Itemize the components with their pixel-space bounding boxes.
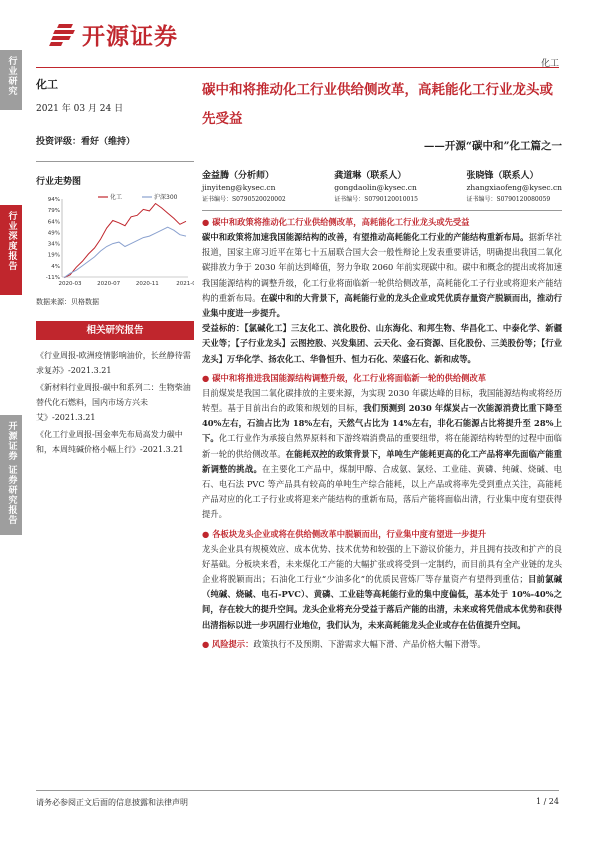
y-tick-label: -11% [45,275,60,281]
x-tick-label: 2021-0 [176,281,194,287]
risk-warning: ● 风险提示：政策执行不及预期、下游需求大幅下滑、产品价格大幅下滑等。 [202,638,486,649]
brand-logo [50,20,178,48]
analyst-cert: 证书编号：S0790520020002 [202,196,286,203]
y-tick-label: 64% [47,219,60,226]
x-tick-label: 2020-11 [135,281,159,287]
risk-section [202,637,562,652]
report-title: 碳中和将推动化工行业供给侧改革，高耗能化工行业龙头或先受益 [202,82,553,127]
related-report-item[interactable]: 《行业周报-欧洲疫情影响油价，长丝静待需求复苏》-2021.3.21 [36,351,191,375]
analyst-card [334,170,418,206]
analyst-block [202,170,562,206]
section-heading: ● 碳中和将推进我国能源结构调整升级，化工行业将面临新一轮的供给侧改革 [202,372,487,383]
related-reports-list [36,348,194,457]
edge-tab-kaiyuan-securities: 开源证券 证券研究报告 [0,415,22,535]
analyst-email[interactable]: gongdaolin@kysec.cn [334,183,417,192]
related-report-item[interactable]: 《化工行业周报-国金率先布局高发力碳中和，本周纯碱价格小幅上行》-2021.3.21 [36,430,184,454]
header-industry-tag: 化工 [540,59,559,69]
main-column [202,76,562,652]
edge-tab-deep-report: 行业深度报告 [0,205,22,295]
analyst-name: 张晓锋（联系人） [466,171,539,181]
section-body: 目前煤炭是我国二氧化碳排放的主要来源，为实现 2030 年碳达峰的目标，我国能源结构或将经历转型。基于目前出台的政策和规划的目标，我们预测到 2030 年煤炭占一次能源消费比重下降至 40%左右，石油占比为 18%左右，天然气占比为 14%左右，非化石能源占比将提升至 28%上下。化工行业作为承接自然界原料和下游终端消费品的重要纽带，将在能源结构转型的过程中面临新一轮的供给侧改革。在能耗双控的政策背景下，单吨生产能耗更高的化工产品将率先面临产能重新调整的挑战。在主要化工产品中，煤制甲醇、合成氨、氯烃、工业硅、黄磷、纯碱、烧碱、电石、电石法 PVC 等产品具有较高的单吨生产综合能耗，以上产品或将率先受到重点关注，高能耗产品对应的化工子行业或将迎来产能结构的重新布局，落后产能将面临出清，行业集中度有望获得提升。 [202,387,562,520]
series-line-hs300 [64,227,186,278]
investment-rating: 投资评级：看好（维持） [36,137,136,147]
section-heading: ● 碳中和政策将推动化工行业供给侧改革，高耗能化工行业龙头或先受益 [202,217,470,227]
analyst-cert: 证书编号：S0790120080059 [466,196,551,203]
left-rule [36,161,194,162]
trend-chart-title: 行业走势图 [36,177,82,187]
edge-tab-industry-research: 行业研究 [0,50,22,110]
x-tick-label: 2020-07 [97,281,121,287]
analyst-card [202,170,286,206]
bullet-icon: ● [202,528,210,539]
footer-disclaimer: 请务必参阅正文后面的信息披露和法律声明 [36,798,188,807]
page-number: 1 / 24 [535,797,559,806]
y-tick-label: 4% [51,263,60,270]
legend-label: 沪深300 [154,194,178,201]
section-1 [202,215,562,367]
y-tick-label: 94% [47,197,60,203]
section-body: 碳中和政策将加速我国能源结构的改善，有望推动高耗能化工行业的产能结构重新布局。据新华社报道，国家主席习近平在第七十五届联合国大会一般性辩论上发表重要讲话，明确提出我国二氧化碳排放力争于 2030 年前达到峰值，努力争取 2060 年前实现碳中和。碳中和概念的提出或将加速我国能源结构的调整升级，化工行业将面临新一轮供给侧改革，高耗能化工子行业或将迎来产能结构的重新布局。在碳中和的大背景下，高耗能行业的龙头企业或凭优质存量资产脱颖而出，推动行业集中度进一步提升。 [202,232,562,319]
footer-rule [36,790,559,791]
analyst-card [466,170,562,206]
analyst-rule [202,210,562,211]
section-2 [202,371,562,523]
trend-chart [36,191,194,295]
left-column [36,76,194,459]
y-tick-label: 19% [47,252,60,259]
beneficiary-list: 受益标的：【氯碱化工】三友化工、滨化股份、山东海化、和邦生物、华昌化工、中泰化学、新疆天业等；【子行业龙头】云图控股、兴发集团、云天化、金石资源、巨化股份、三美股份等；【行业龙头】万华化学、扬农化工、华鲁恒升、恒力石化、荣盛石化、新和成等。 [202,323,562,364]
header-rule [36,67,559,68]
y-tick-label: 49% [47,230,60,237]
brand-name: 开源证券 [82,23,178,50]
related-report-item[interactable]: 《新材料行业周报-碳中和系列二：生物柴油替代化石燃料，国内市场方兴未艾》-2021.3.21 [36,383,191,422]
series-line-chemical [64,204,186,278]
report-subtitle: ——开源“碳中和”化工篇之一 [423,140,562,152]
bullet-icon: ● [202,372,210,383]
section-heading: ● 各板块龙头企业或将在供给侧改革中脱颖而出，行业集中度有望进一步提升 [202,528,487,539]
analyst-name: 金益腾（分析师） [202,171,275,181]
related-reports-title: 相关研究报告 [36,321,194,340]
report-date: 2021 年 03 月 24 日 [36,104,124,114]
analyst-cert: 证书编号：S0790120010015 [334,196,418,203]
section-3 [202,527,562,633]
bullet-icon: ● [202,217,210,227]
chart-source: 数据来源：贝格数据 [36,298,99,306]
brand-mark-icon [50,22,76,46]
analyst-email[interactable]: zhangxiaofeng@kysec.cn [466,183,562,192]
analyst-email[interactable]: jinyiteng@kysec.cn [202,183,276,192]
y-tick-label: 34% [47,241,60,248]
analyst-name: 龚道琳（联系人） [334,171,407,181]
bullet-icon: ● [202,638,212,649]
industry-label: 化工 [36,78,58,91]
legend-label: 化工 [110,194,123,201]
y-tick-label: 79% [47,208,60,215]
trend-chart-svg [36,191,194,291]
section-body: 龙头企业具有规模效应、成本优势、技术优势和较强的上下游议价能力，并且拥有技改和扩产的良好基础。分板块来看，未来煤化工产能的大幅扩张或将受到一定制约，而目前具有全产业链的龙头企业将脱颖而出；石油化工行业“少油多化”的优质民营炼厂等存量资产有望得到重估；目前氯碱（纯碱、烧碱、电石-PVC）、黄磷、工业硅等高耗能行业的集中度偏低，基本处于 10%-40%之间，存在较大的提升空间。龙头企业将充分受益于落后产能的出清，未来或将凭借成本优势和获得出清指标以进一步巩固行业地位，我们认为，未来高耗能龙头企业或存在估值提升空间。 [202,543,562,630]
x-tick-label: 2020-03 [58,281,82,287]
